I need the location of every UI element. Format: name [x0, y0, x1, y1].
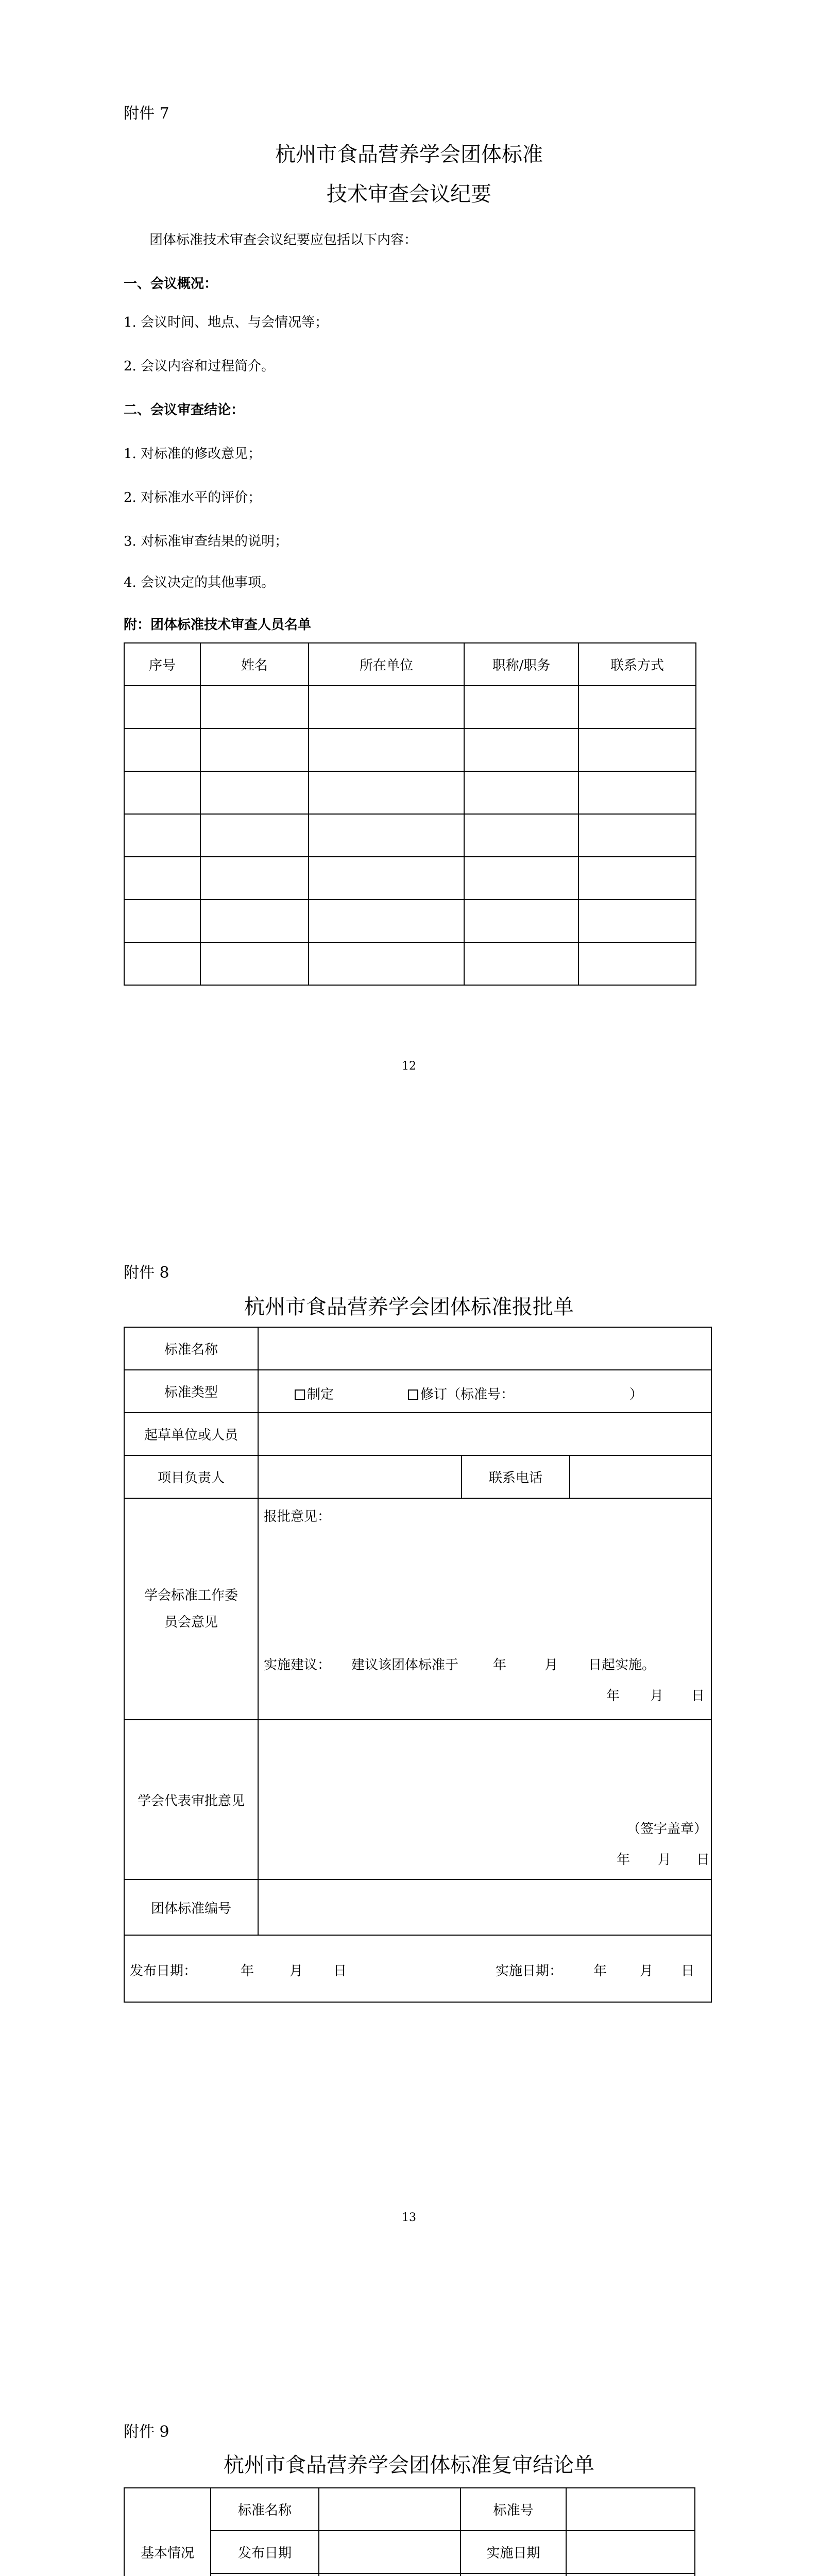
table-cell[interactable]	[200, 771, 309, 814]
table-cell[interactable]	[578, 900, 696, 942]
table-cell[interactable]	[124, 857, 200, 900]
column-header: 序号	[124, 643, 200, 686]
impl-suggestion-text: 建议该团体标准于	[351, 1657, 459, 1673]
label-phone: 联系电话	[462, 1455, 570, 1498]
list-item: 2. 对标准水平的评价；	[124, 490, 262, 505]
table-cell[interactable]	[464, 686, 578, 728]
table-cell[interactable]	[309, 857, 464, 900]
reviewer-table	[124, 642, 696, 986]
release-year: 年	[241, 1963, 254, 1979]
main-unit-field[interactable]	[319, 2573, 461, 2576]
table-cell[interactable]	[200, 900, 309, 942]
form-row	[124, 1327, 711, 1370]
approval-opinion-label: 报批意见：	[264, 1509, 331, 1524]
label-project-leader: 项目负责人	[124, 1455, 258, 1498]
form-row	[124, 1879, 711, 1935]
appendix-heading: 附：团体标准技术审查人员名单	[124, 617, 312, 633]
release-date-field[interactable]	[319, 2531, 461, 2573]
table-cell[interactable]	[309, 771, 464, 814]
column-header: 职称/职务	[464, 643, 578, 686]
table-cell[interactable]	[200, 942, 309, 985]
intro-text: 团体标准技术审查会议纪要应包括以下内容：	[149, 232, 418, 248]
form-row	[124, 2488, 695, 2531]
table-cell[interactable]	[464, 942, 578, 985]
signature-label: （签字盖章）	[627, 1821, 708, 1837]
main-person-field[interactable]	[566, 2573, 695, 2576]
page-3	[0, 2313, 818, 2576]
list-item: 1. 会议时间、地点、与会情况等；	[124, 315, 329, 330]
column-header: 姓名	[200, 643, 309, 686]
list-item: 1. 对标准的修改意见；	[124, 446, 262, 462]
attachment-label: 附件 7	[124, 105, 169, 123]
table-cell[interactable]	[200, 814, 309, 857]
table-header-row	[124, 643, 696, 686]
table-cell[interactable]	[124, 771, 200, 814]
table-row	[124, 900, 696, 942]
date-year: 年	[606, 1688, 620, 1704]
release-date-label: 发布日期：	[130, 1963, 197, 1979]
label-standard-name: 标准名称	[124, 1327, 258, 1370]
table-cell[interactable]	[124, 900, 200, 942]
column-header: 联系方式	[578, 643, 696, 686]
table-cell[interactable]	[578, 857, 696, 900]
table-row	[124, 728, 696, 771]
option-revise[interactable]	[408, 1384, 514, 1403]
review-form-table	[124, 2487, 695, 2576]
column-header: 所在单位	[309, 643, 464, 686]
table-cell[interactable]	[309, 942, 464, 985]
rep-approval-field[interactable]	[258, 1720, 711, 1879]
impl-year: 年	[493, 1657, 507, 1673]
table-cell[interactable]	[578, 771, 696, 814]
list-item: 3. 对标准审查结果的说明；	[124, 534, 288, 549]
label-standard-number: 标准号	[461, 2488, 566, 2531]
table-cell[interactable]	[124, 728, 200, 771]
page-2	[0, 1157, 818, 2313]
list-item: 2. 会议内容和过程简介。	[124, 359, 275, 374]
date-month: 月	[658, 1852, 672, 1868]
table-cell[interactable]	[464, 857, 578, 900]
table-cell[interactable]	[578, 814, 696, 857]
date-day: 日	[696, 1852, 710, 1868]
committee-opinion-field[interactable]	[258, 1498, 711, 1720]
section-heading: 一、会议概况：	[124, 276, 218, 292]
table-cell[interactable]	[309, 900, 464, 942]
impl-month: 月	[544, 1657, 558, 1673]
table-cell[interactable]	[200, 728, 309, 771]
table-row	[124, 686, 696, 728]
form-row	[124, 1498, 711, 1720]
form-row	[124, 1370, 711, 1413]
table-row	[124, 814, 696, 857]
page-number: 12	[402, 1060, 416, 1073]
impl-date-year: 年	[593, 1963, 607, 1979]
page-1	[0, 0, 818, 1157]
table-cell[interactable]	[309, 814, 464, 857]
table-cell[interactable]	[309, 728, 464, 771]
table-cell[interactable]	[464, 728, 578, 771]
impl-date-month: 月	[640, 1963, 654, 1979]
standard-type-field	[258, 1370, 711, 1413]
drafters-field[interactable]	[258, 1413, 711, 1455]
date-month: 月	[650, 1688, 664, 1704]
list-item: 4. 会议决定的其他事项。	[124, 575, 275, 590]
dates-row	[124, 1935, 711, 2002]
table-cell[interactable]	[464, 900, 578, 942]
date-day: 日	[691, 1688, 705, 1704]
label-standard-name: 标准名称	[211, 2488, 319, 2531]
standard-name-field[interactable]	[319, 2488, 461, 2531]
label-rep-approval: 学会代表审批意见	[124, 1720, 258, 1879]
section-heading: 二、会议审查结论：	[124, 402, 245, 418]
standard-number-field[interactable]	[566, 2488, 695, 2531]
checkbox-icon[interactable]	[408, 1389, 418, 1400]
standard-name-field[interactable]	[258, 1327, 711, 1370]
label-standard-type: 标准类型	[124, 1370, 258, 1413]
label-standard-number: 团体标准编号	[124, 1879, 258, 1935]
table-cell[interactable]	[578, 728, 696, 771]
release-month: 月	[289, 1963, 303, 1979]
table-cell[interactable]	[578, 686, 696, 728]
impl-date-day: 日	[681, 1963, 695, 1979]
table-cell[interactable]	[124, 686, 200, 728]
impl-suggestion-label: 实施建议：	[264, 1657, 331, 1673]
impl-date-field[interactable]	[566, 2531, 695, 2573]
approval-form-table	[124, 1327, 712, 2003]
label-main-unit	[211, 2573, 319, 2576]
table-cell[interactable]	[124, 814, 200, 857]
table-row	[124, 942, 696, 985]
option-revise-label: 修订（标准号：	[420, 1387, 515, 1402]
label-release-date: 发布日期	[211, 2531, 319, 2573]
page-number: 13	[402, 2211, 416, 2224]
standard-number-field[interactable]	[258, 1879, 711, 1935]
page-subtitle: 技术审查会议纪要	[327, 182, 491, 206]
label-drafters: 起草单位或人员	[124, 1413, 258, 1455]
table-cell[interactable]	[309, 686, 464, 728]
phone-field[interactable]	[570, 1455, 711, 1498]
date-year: 年	[617, 1852, 630, 1868]
form-row	[124, 1720, 711, 1879]
impl-start: 日起实施。	[588, 1657, 656, 1673]
attachment-label: 附件 9	[124, 2423, 169, 2441]
form-row	[124, 1413, 711, 1455]
table-cell[interactable]	[464, 771, 578, 814]
label-committee-opinion: 学会标准工作委员会意见	[124, 1498, 258, 1720]
label-impl-date: 实施日期	[461, 2531, 566, 2573]
option-create-label: 制定	[307, 1387, 334, 1402]
table-cell[interactable]	[578, 942, 696, 985]
release-day: 日	[333, 1963, 347, 1979]
table-row	[124, 857, 696, 900]
table-cell[interactable]	[464, 814, 578, 857]
table-row	[124, 771, 696, 814]
attachment-label: 附件 8	[124, 1264, 169, 1282]
table-cell[interactable]	[200, 686, 309, 728]
page-title: 杭州市食品营养学会团体标准复审结论单	[224, 2453, 594, 2477]
label-main-person	[461, 2573, 566, 2576]
table-cell[interactable]	[200, 857, 309, 900]
checkbox-icon[interactable]	[295, 1389, 305, 1400]
label-basic-info: 基本情况	[124, 2488, 211, 2576]
form-row	[124, 1935, 711, 2002]
project-leader-field[interactable]	[258, 1455, 462, 1498]
option-create[interactable]	[295, 1384, 334, 1403]
page-title: 杭州市食品营养学会团体标准报批单	[244, 1295, 574, 1319]
option-revise-close: ）	[629, 1387, 643, 1402]
form-row	[124, 1455, 711, 1498]
page-title: 杭州市食品营养学会团体标准	[275, 143, 543, 166]
impl-date-label: 实施日期：	[496, 1963, 563, 1979]
table-cell[interactable]	[124, 942, 200, 985]
